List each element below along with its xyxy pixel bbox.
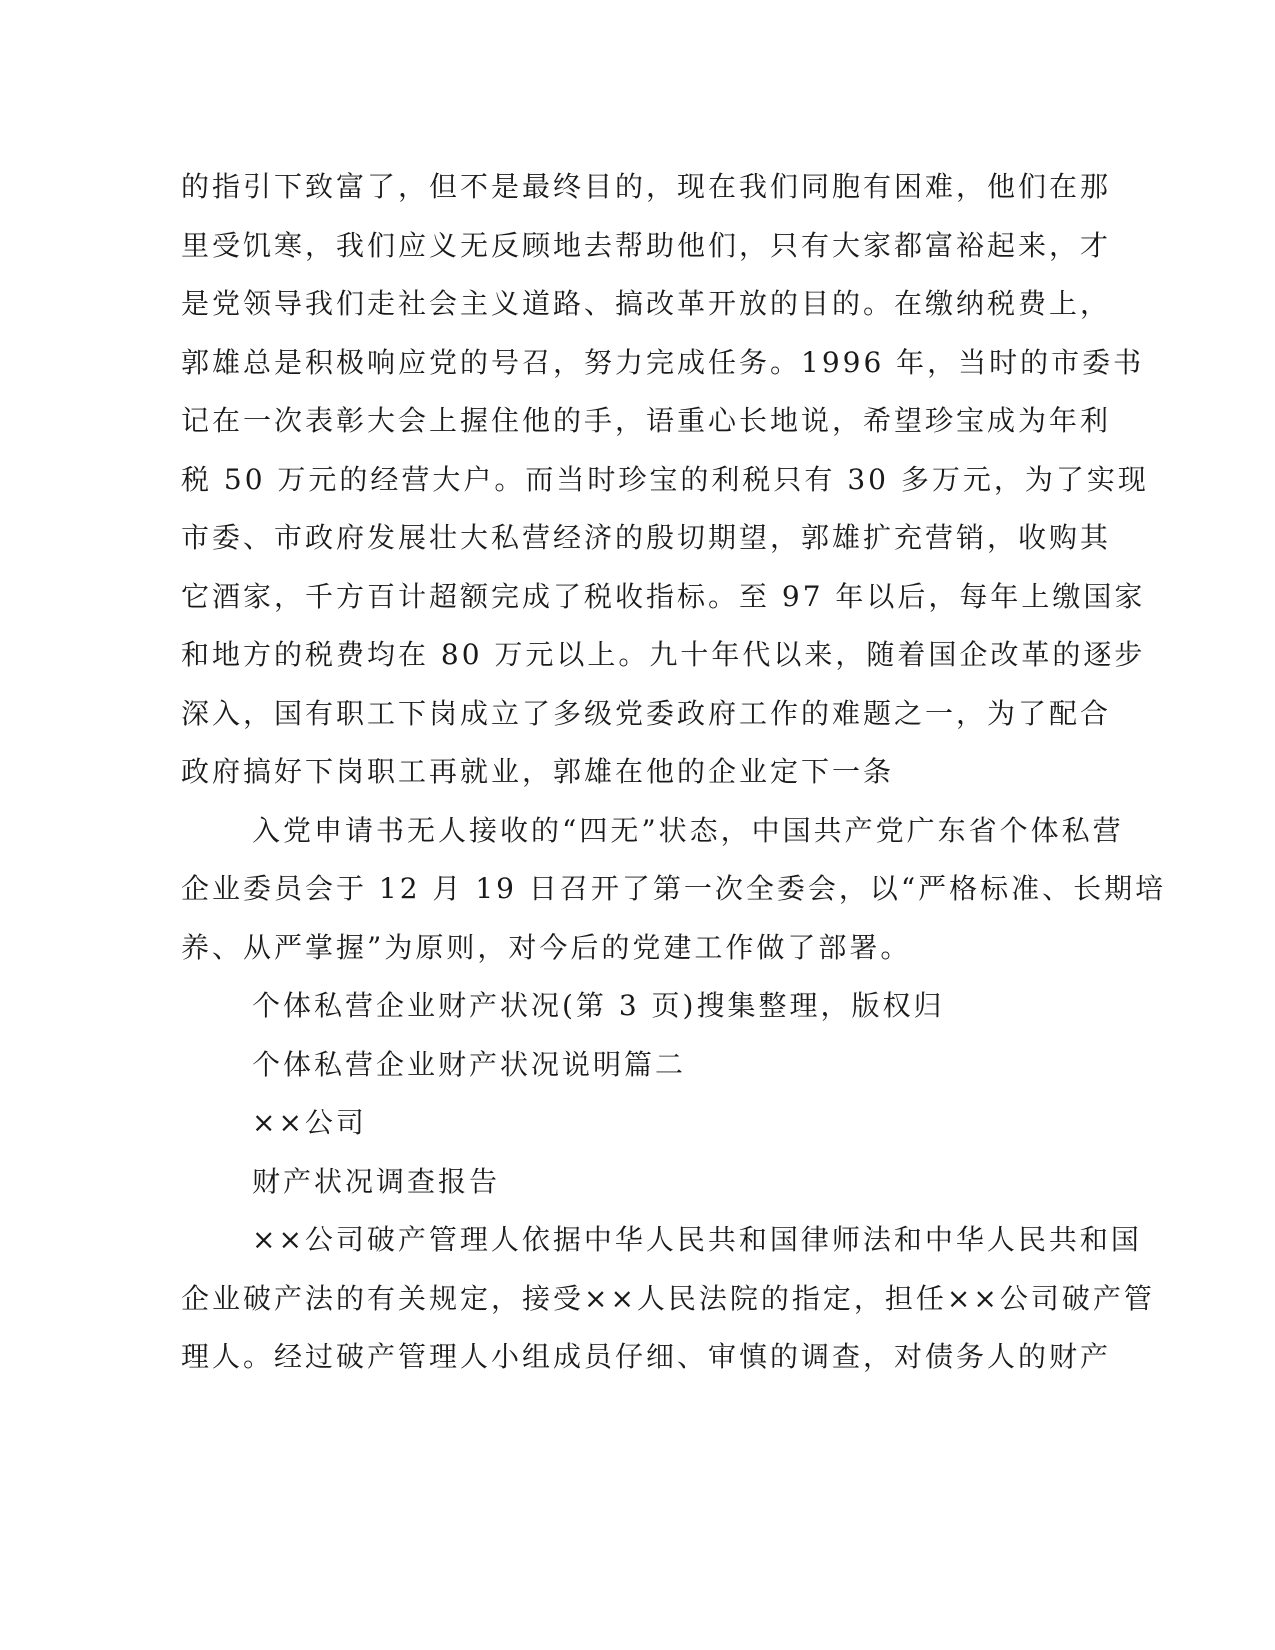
text-line: 的指引下致富了，但不是最终目的，现在我们同胞有困难，他们在那 xyxy=(181,170,1112,203)
paragraph-wealth-and-tax xyxy=(181,158,1149,802)
text-line: 郭雄总是积极响应党的号召，努力完成任务。1996 年，当时的市委书 xyxy=(181,345,1145,379)
section-title: 个体私营企业财产状况说明篇二 xyxy=(252,1047,687,1081)
text-line: 理人。经过破产管理人小组成员仔细、审慎的调查，对债务人的财产 xyxy=(181,1340,1112,1373)
text-line: 企业破产法的有关规定，接受××人民法院的指定，担任××公司破产管 xyxy=(181,1281,1155,1315)
text-line: 深入，国有职工下岗成立了多级党委政府工作的难题之一，为了配合 xyxy=(181,696,1112,730)
source-line: 个体私营企业财产状况(第 3 页)搜集整理，版权归 xyxy=(252,989,945,1022)
text-line: 税 50 万元的经营大户。而当时珍宝的利税只有 30 多万元，为了实现 xyxy=(181,462,1149,496)
text-line: 和地方的税费均在 80 万元以上。九十年代以来，随着国企改革的逐步 xyxy=(181,638,1146,671)
text-line: 是党领导我们走社会主义道路、搞改革开放的目的。在缴纳税费上， xyxy=(181,287,1112,320)
text-line: 里受饥寒，我们应义无反顾地去帮助他们，只有大家都富裕起来，才 xyxy=(181,228,1112,262)
report-title: 财产状况调查报告 xyxy=(252,1164,501,1198)
text-line: 它酒家，千方百计超额完成了税收指标。至 97 年以后，每年上缴国家 xyxy=(181,579,1146,613)
text-line: 记在一次表彰大会上握住他的手，语重心长地说，希望珍宝成为年利 xyxy=(181,404,1112,437)
text-line: 养、从严掌握”为原则，对今后的党建工作做了部署。 xyxy=(181,930,912,964)
document-body xyxy=(181,158,1167,1387)
text-line: 企业委员会于 12 月 19 日召开了第一次全委会，以“严格标准、长期培 xyxy=(181,872,1167,905)
text-line: 市委、市政府发展壮大私营经济的殷切期望，郭雄扩充营销，收购其 xyxy=(181,521,1112,554)
paragraph-party-committee xyxy=(181,802,1167,978)
company-name: ××公司 xyxy=(252,1106,367,1139)
text-line: 政府搞好下岗职工再就业，郭雄在他的企业定下一条 xyxy=(181,755,895,788)
paragraph-bankruptcy-administrator xyxy=(181,1211,1155,1387)
text-line: 入党申请书无人接收的“四无”状态，中国共产党广东省个体私营 xyxy=(252,813,1124,847)
text-line: ××公司破产管理人依据中华人民共和国律师法和中华人民共和国 xyxy=(252,1223,1142,1256)
